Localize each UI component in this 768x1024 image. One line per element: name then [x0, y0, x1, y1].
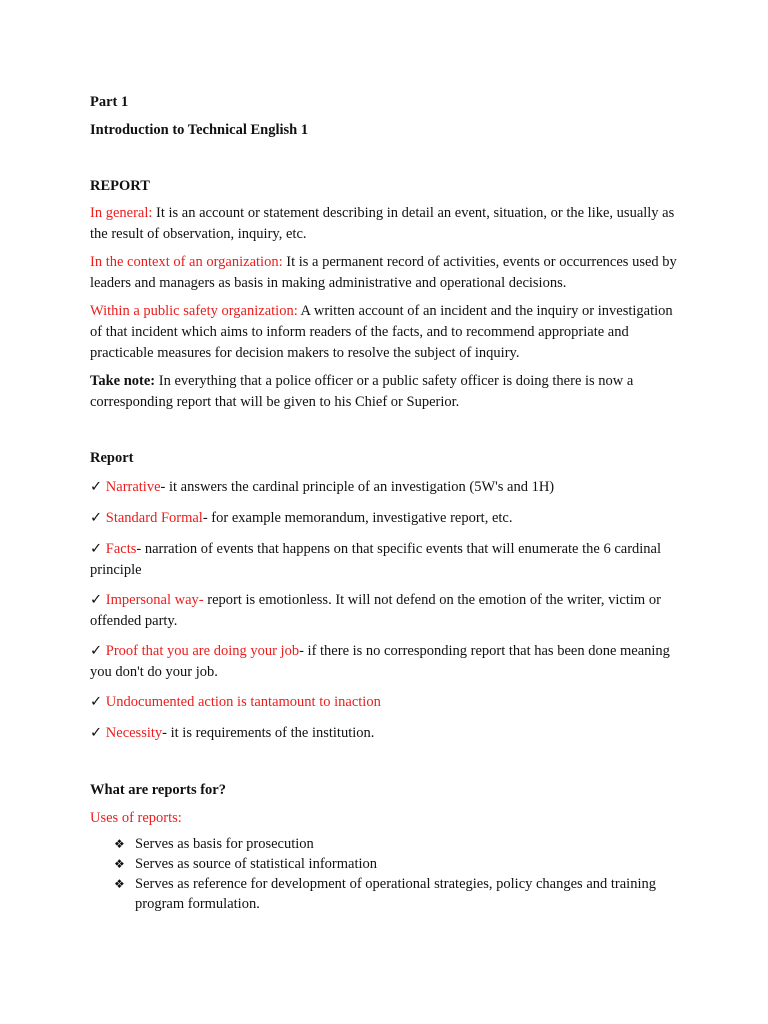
- definition-general: [90, 203, 680, 245]
- definition-text: A written account of an incident and the inquiry or investigation of that incident which aims to inform readers of the facts, and to recommend appropriate and practicable measures for decision makers to resolve the subject of inquiry.: [90, 303, 673, 361]
- definition-text: It is a permanent record of activities, events or occurrences used by leaders and managers as basis in making administrative and operational decisions.: [90, 254, 677, 291]
- check-text: - it is requirements of the institution.: [162, 725, 375, 741]
- check-item: [90, 508, 680, 529]
- definition-label: In general:: [90, 205, 153, 221]
- definition-text: It is an account or statement describing in detail an event, situation, or the like, usually as the result of observation, inquiry, etc.: [90, 205, 675, 242]
- check-text: - if there is no corresponding report that has been done meaning you don't do your job.: [90, 643, 670, 680]
- definitions: [90, 203, 680, 364]
- definition-label: In the context of an organization:: [90, 254, 283, 270]
- intro-title: Introduction to Technical English 1: [90, 122, 309, 138]
- check-icon: ✓: [90, 643, 103, 659]
- check-term: Undocumented action is tantamount to inaction: [105, 694, 381, 710]
- check-icon: ✓: [90, 592, 103, 608]
- list-item: [90, 874, 680, 914]
- use-text: Serves as source of statistical information: [135, 856, 378, 872]
- check-item: [90, 641, 680, 683]
- check-text: - it answers the cardinal principle of an investigation (5W's and 1H): [160, 479, 555, 495]
- check-term: Necessity: [105, 725, 163, 741]
- definition-label: Within a public safety organization:: [90, 303, 298, 319]
- report-heading: REPORT: [90, 178, 150, 194]
- definition-organization: [90, 252, 680, 294]
- check-term: Facts: [105, 541, 137, 557]
- uses-list: [90, 834, 680, 914]
- check-term: Standard Formal: [105, 510, 203, 526]
- part-label: Part 1: [90, 94, 129, 110]
- check-icon: ✓: [90, 541, 103, 557]
- diamond-bullet-icon: ❖: [114, 857, 125, 871]
- document-content: [90, 92, 680, 914]
- take-note-label: Take note:: [90, 373, 156, 389]
- check-item: [90, 477, 680, 498]
- check-item: [90, 692, 680, 713]
- reports-for-heading: What are reports for?: [90, 782, 226, 798]
- use-text: Serves as basis for prosecution: [135, 836, 314, 852]
- diamond-bullet-icon: ❖: [114, 837, 125, 851]
- definition-public-safety: [90, 301, 680, 364]
- list-item: [90, 854, 680, 874]
- check-item: [90, 723, 680, 744]
- check-icon: ✓: [90, 694, 103, 710]
- report-subheading: Report: [90, 450, 134, 466]
- check-text: - for example memorandum, investigative report, etc.: [202, 510, 513, 526]
- report-checklist: [90, 477, 680, 744]
- check-term: Impersonal way-: [105, 592, 204, 608]
- check-item: [90, 539, 680, 581]
- use-text: Serves as reference for development of operational strategies, policy changes and training program formulation.: [135, 876, 656, 912]
- check-text: report is emotionless. It will not defend on the emotion of the writer, victim or offended party.: [90, 592, 661, 629]
- check-icon: ✓: [90, 725, 103, 741]
- check-term: Narrative: [105, 479, 161, 495]
- check-icon: ✓: [90, 479, 103, 495]
- uses-label: Uses of reports:: [90, 810, 182, 826]
- take-note-text: In everything that a police officer or a public safety officer is doing there is now a corresponding report that will be given to his Chief or Superior.: [90, 373, 634, 410]
- check-icon: ✓: [90, 510, 103, 526]
- check-text: - narration of events that happens on that specific events that will enumerate the 6 cardinal principle: [90, 541, 662, 578]
- list-item: [90, 834, 680, 854]
- check-item: [90, 590, 680, 632]
- check-term: Proof that you are doing your job: [105, 643, 300, 659]
- take-note: [90, 371, 680, 413]
- diamond-bullet-icon: ❖: [114, 877, 125, 891]
